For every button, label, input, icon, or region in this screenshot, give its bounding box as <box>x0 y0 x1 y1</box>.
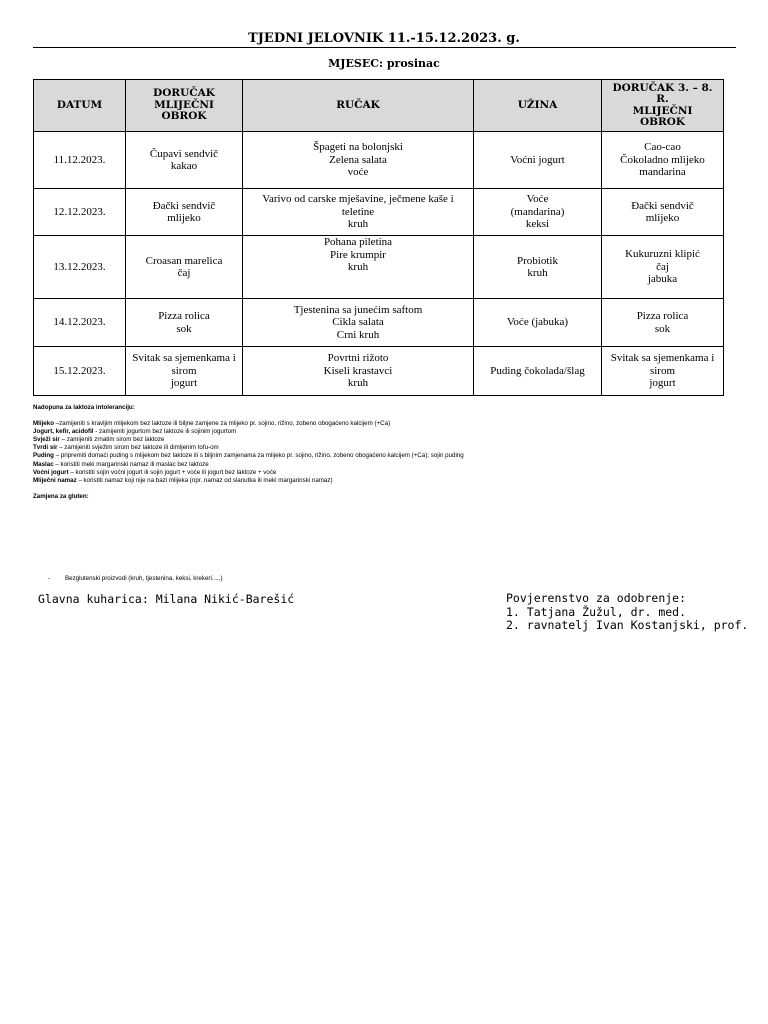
lunch-cell: Tjestenina sa junećim saftom Cikla salata Crni kruh <box>243 299 474 347</box>
list-item: Jogurt, kefir, acidofil - zamijeniti jogurtom bez laktoze ili sojinim jogurtom <box>33 428 237 436</box>
lunch-cell: Špageti na bolonjski Zelena salata voće <box>243 132 474 189</box>
bullet-dash: - <box>48 575 51 582</box>
snack-cell: Voće (jabuka) <box>474 299 602 347</box>
breakfast-cell: Đački sendvič mlijeko <box>126 189 243 236</box>
breakfast-3-8-cell: Đački sendvič mlijeko <box>602 189 724 236</box>
table-header-row <box>34 80 724 132</box>
list-item: Puding – pripremiti domaći puding s mlijekom bez laktoze ili s biljnim zamjenama za mlijeko pr. sojino, rižino, zobeno obogaćeno kalcijem (+Ca); sojin puding <box>33 452 464 460</box>
gluten-title: Zamjena za gluten: <box>33 493 89 500</box>
breakfast-3-8-cell: Svitak sa sjemenkama i sirom jogurt <box>602 347 724 396</box>
title-divider <box>33 47 736 48</box>
date-cell: 15.12.2023. <box>34 347 126 396</box>
snack-cell: Puding čokolada/šlag <box>474 347 602 396</box>
breakfast-cell: Čupavi sendvič kakao <box>126 132 243 189</box>
lunch-cell: Pohana piletina Pire krumpir kruh <box>243 236 474 299</box>
lactose-notes <box>33 404 733 485</box>
lunch-cell: Povrtni rižoto Kiseli krastavci kruh <box>243 347 474 396</box>
breakfast-cell: Croasan marelica čaj <box>126 236 243 299</box>
weekly-menu-table <box>33 79 724 396</box>
header-date: DATUM <box>34 80 126 132</box>
date-cell: 13.12.2023. <box>34 236 126 299</box>
header-snack: UŽINA <box>474 80 602 132</box>
list-item: Tvrdi sir – zamijeniti svježim sirom bez laktoze ili dimljenim tofu-om <box>33 444 219 452</box>
list-item: Maslac – koristiti meki margarinski namaz ili maslac bez laktoze <box>33 460 209 468</box>
breakfast-cell: Pizza rolica sok <box>126 299 243 347</box>
committee-title: Povjerenstvo za odobrenje: <box>506 591 687 605</box>
breakfast-3-8-cell: Kukuruzni klipić čaj jabuka <box>602 236 724 299</box>
list-item: Mlijeko –zamijeniti s kravljim mlijekom bez laktoze ili biljne zamjene za mlijeko pr. sojino, rižino, zobeno obogaćeno kalcijem (+Ca) <box>33 420 391 428</box>
list-item: Mliječni namaz – koristiti namaz koji nije na bazi mlijeka (npr. namaz od slanutka ili meki margarinski namaz) <box>33 476 333 484</box>
list-item: Voćni jogurt – koristiti sojin voćni jogurt ili sojin jogurt + voće ili jogurt bez laktoze + voće <box>33 468 277 476</box>
table-row <box>34 347 724 396</box>
gluten-item: - Bezglutenski proizvodi (kruh, tjestenina, keksi, krekeri.....) <box>48 575 223 582</box>
breakfast-cell: Svitak sa sjemenkama i sirom jogurt <box>126 347 243 396</box>
breakfast-3-8-cell: Pizza rolica sok <box>602 299 724 347</box>
snack-cell: Voće (mandarina) keksi <box>474 189 602 236</box>
header-breakfast-3-8: DORUČAK 3. – 8. R. MLIJEČNI OBROK <box>602 80 724 132</box>
date-cell: 11.12.2023. <box>34 132 126 189</box>
approval-committee <box>506 592 748 633</box>
header-lunch: RUČAK <box>243 80 474 132</box>
page-title: TJEDNI JELOVNIK 11.-15.12.2023. g. <box>248 31 520 46</box>
committee-member: 1. Tatjana Žužul, dr. med. <box>506 604 687 619</box>
lunch-cell: Varivo od carske mješavine, ječmene kaše i teletine kruh <box>243 189 474 236</box>
lactose-title: Nadopuna za laktoza intoleranciju: <box>33 404 135 411</box>
table-row <box>34 132 724 189</box>
date-cell: 12.12.2023. <box>34 189 126 236</box>
list-item: Svježi sir – zamijeniti zrnatim sirom bez laktoze <box>33 436 165 444</box>
month-subtitle: MJESEC: prosinac <box>328 57 440 70</box>
table-row <box>34 189 724 236</box>
table-row <box>34 236 724 299</box>
breakfast-3-8-cell: Cao-cao Čokoladno mlijeko mandarina <box>602 132 724 189</box>
date-cell: 14.12.2023. <box>34 299 126 347</box>
snack-cell: Voćni jogurt <box>474 132 602 189</box>
header-breakfast: DORUČAK MLIJEČNI OBROK <box>126 80 243 132</box>
committee-member: 2. ravnatelj Ivan Kostanjski, prof. <box>506 618 749 632</box>
table-row <box>34 299 724 347</box>
head-cook-signature: Glavna kuharica: Milana Nikić-Barešić <box>38 592 295 606</box>
snack-cell: Probiotik kruh <box>474 236 602 299</box>
